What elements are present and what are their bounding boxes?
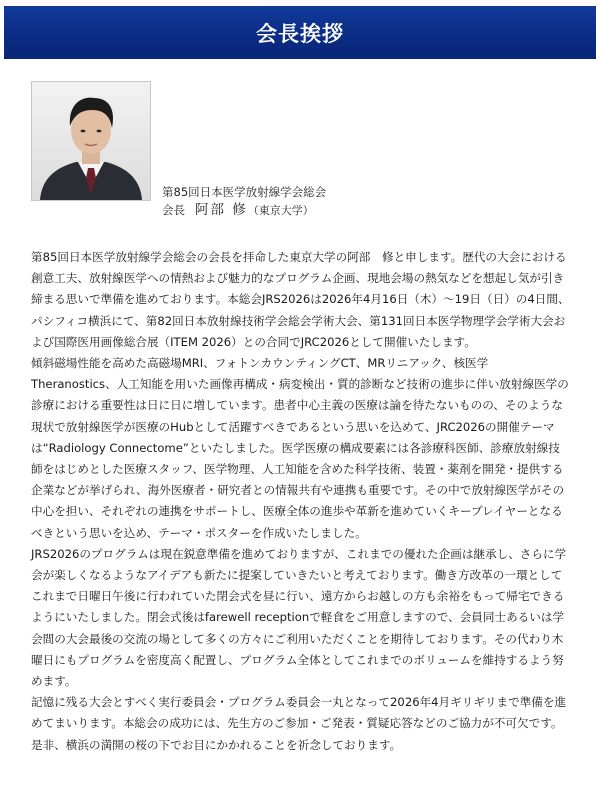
greeting-paragraph-3: JRS2026のプログラムは現在鋭意準備を進めておりますが、これまでの優れた企画は継承し、さらに学会が楽しくなるようなアイデアも新たに提案していきたいと考えております。働き方改革の一環としてこれまで日曜日午後に行われていた閉会式を昼に行い、遠方からお越しの方も余裕をもって帰宅できるようにいたしました。閉会式後はfarewell receptionで軽食をご用意しますので、会員同士あるいは学会間の大会最後の交流の場として多くの方々にご利用いただくことを期待しております。その代わり木曜日にもプログラムを密度高く配置し、プログラム全体としてこれまでのボリュームを維持するよう努めます。 xyxy=(31,546,567,689)
portrait-photo-icon xyxy=(32,82,150,200)
president-name-row xyxy=(162,201,326,220)
president-affiliation: （東京大学） xyxy=(247,204,314,217)
congress-name: 第85回日本医学放射線学会総会 xyxy=(162,185,327,199)
greeting-paragraph-1: 第85回日本医学放射線学会総会の会長を拝命した東京大学の阿部 修と申します。歴代の大会における創意工夫、放射線医学への情熱および魅力的なプログラム企画、現地会場の熱気などを想起し気が引き締まる思いで準備を進めております。本総会JRS2026は2026年4月16日（木）〜19日（日）の4日間、パシフィコ横浜にて、第82回日本放射線技術学会総会学術大会、第131回日本医学物理学会学術大会および国際医用画像総合展（ITEM 2026）との合同でJRC2026として開催いたします。 xyxy=(31,250,570,349)
president-portrait-image xyxy=(31,81,151,201)
president-name: 阿部 修 xyxy=(195,202,248,218)
greeting-body xyxy=(31,247,571,756)
president-role: 会長 xyxy=(162,203,185,217)
greeting-paragraph-4: 記憶に残る大会とすべく実行委員会・プログラム委員会一丸となって2026年4月ギリギリまで準備を進めてまいります。本総会の成功には、先生方のご参加・ご発表・質疑応答などのご協力が不可欠です。是非、横浜の満開の桜の下でお目にかかれることを祈念しております。 xyxy=(31,695,567,752)
president-caption xyxy=(162,183,326,220)
page-title: 会長挨拶 xyxy=(256,21,344,46)
page-header-banner xyxy=(4,6,596,59)
greeting-paragraph-2: 傾斜磁場性能を高めた高磁場MRI、フォトンカウンティングCT、MRリニアック、核医学Theranostics、人工知能を用いた画像再構成・病変検出・質的診断など技術の進歩に伴い放射線医学の診療における重要性は日に日に増しています。患者中心主義の医療は論を待たないものの、そのような現状で放射線医学が医療のHubとして活躍すべきであるという思いを込めて、JRC2026の開催テーマは“Radiology Connectome”といたしました。医学医療の構成要素には各診療科医師、診療放射線技師をはじめとした医療スタッフ、医学物理、人工知能を含めた科学技術、装置・薬剤を開発・提供する企業などが挙げられ、海外医療者・研究者との情報共有や連携も重要です。その中で放射線医学がその中心を担い、それぞれの連携をサポートし、医療全体の進歩や革新を進めていくキープレイヤーとなるべきという思いを込め、テーマ・ポスターを作成いたしました。 xyxy=(31,356,569,540)
